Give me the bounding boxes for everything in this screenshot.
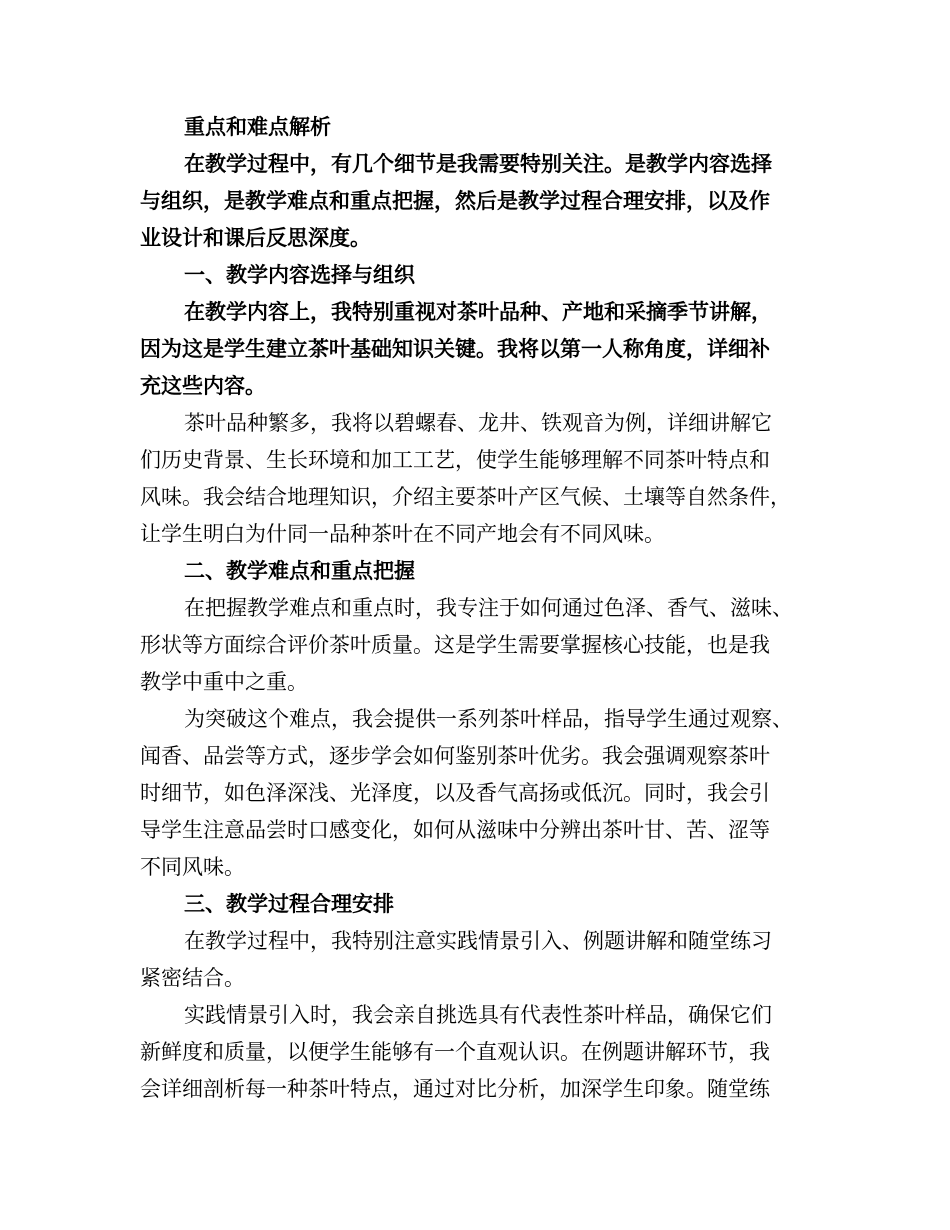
paragraph-line: 形状等方面综合评价茶叶质量。这是学生需要掌握核心技能，也是我 <box>140 633 770 657</box>
paragraph-line: 风味。我会结合地理知识，介绍主要茶叶产区气候、土壤等自然条件， <box>140 485 791 509</box>
paragraph-line: 在教学内容上，我特别重视对茶叶品种、产地和采摘季节讲解， <box>184 299 772 324</box>
paragraph-line: 时细节，如色泽深浅、光泽度，以及香气高扬或低沉。同时，我会引 <box>140 781 770 805</box>
section-heading: 二、教学难点和重点把握 <box>184 558 415 583</box>
paragraph-line: 实践情景引入时，我会亲自挑选具有代表性茶叶样品，确保它们 <box>184 1003 772 1027</box>
paragraph-line: 紧密结合。 <box>140 966 245 990</box>
paragraph-line: 业设计和课后反思深度。 <box>140 225 371 250</box>
paragraph-line: 不同风味。 <box>140 855 245 879</box>
paragraph-line: 导学生注意品尝时口感变化，如何从滋味中分辨出茶叶甘、苦、涩等 <box>140 818 770 842</box>
paragraph-line: 在教学过程中，有几个细节是我需要特别关注。是教学内容选择 <box>184 151 772 176</box>
paragraph-line: 们历史背景、生长环境和加工工艺，使学生能够理解不同茶叶特点和 <box>140 448 770 472</box>
paragraph-line: 与组织，是教学难点和重点把握，然后是教学过程合理安排，以及作 <box>140 188 770 213</box>
section-heading: 重点和难点解析 <box>184 114 331 139</box>
section-heading: 一、教学内容选择与组织 <box>184 262 415 287</box>
paragraph-line: 会详细剖析每一种茶叶特点，通过对比分析，加深学生印象。随堂练 <box>140 1077 770 1101</box>
paragraph-line: 为突破这个难点，我会提供一系列茶叶样品，指导学生通过观察、 <box>184 707 793 731</box>
paragraph-line: 充这些内容。 <box>140 373 266 398</box>
paragraph-line: 在把握教学难点和重点时，我专注于如何通过色泽、香气、滋味、 <box>184 596 793 620</box>
paragraph-line: 因为这是学生建立茶叶基础知识关键。我将以第一人称角度，详细补 <box>140 336 770 361</box>
paragraph-line: 茶叶品种繁多，我将以碧螺春、龙井、铁观音为例，详细讲解它 <box>184 411 772 435</box>
paragraph-line: 在教学过程中，我特别注意实践情景引入、例题讲解和随堂练习 <box>184 929 772 953</box>
paragraph-line: 让学生明白为什同一品种茶叶在不同产地会有不同风味。 <box>140 522 665 546</box>
paragraph-line: 教学中重中之重。 <box>140 670 308 694</box>
paragraph-line: 闻香、品尝等方式，逐步学会如何鉴别茶叶优劣。我会强调观察茶叶 <box>140 744 770 768</box>
paragraph-line: 新鲜度和质量，以便学生能够有一个直观认识。在例题讲解环节，我 <box>140 1040 770 1064</box>
section-heading: 三、教学过程合理安排 <box>184 891 394 916</box>
